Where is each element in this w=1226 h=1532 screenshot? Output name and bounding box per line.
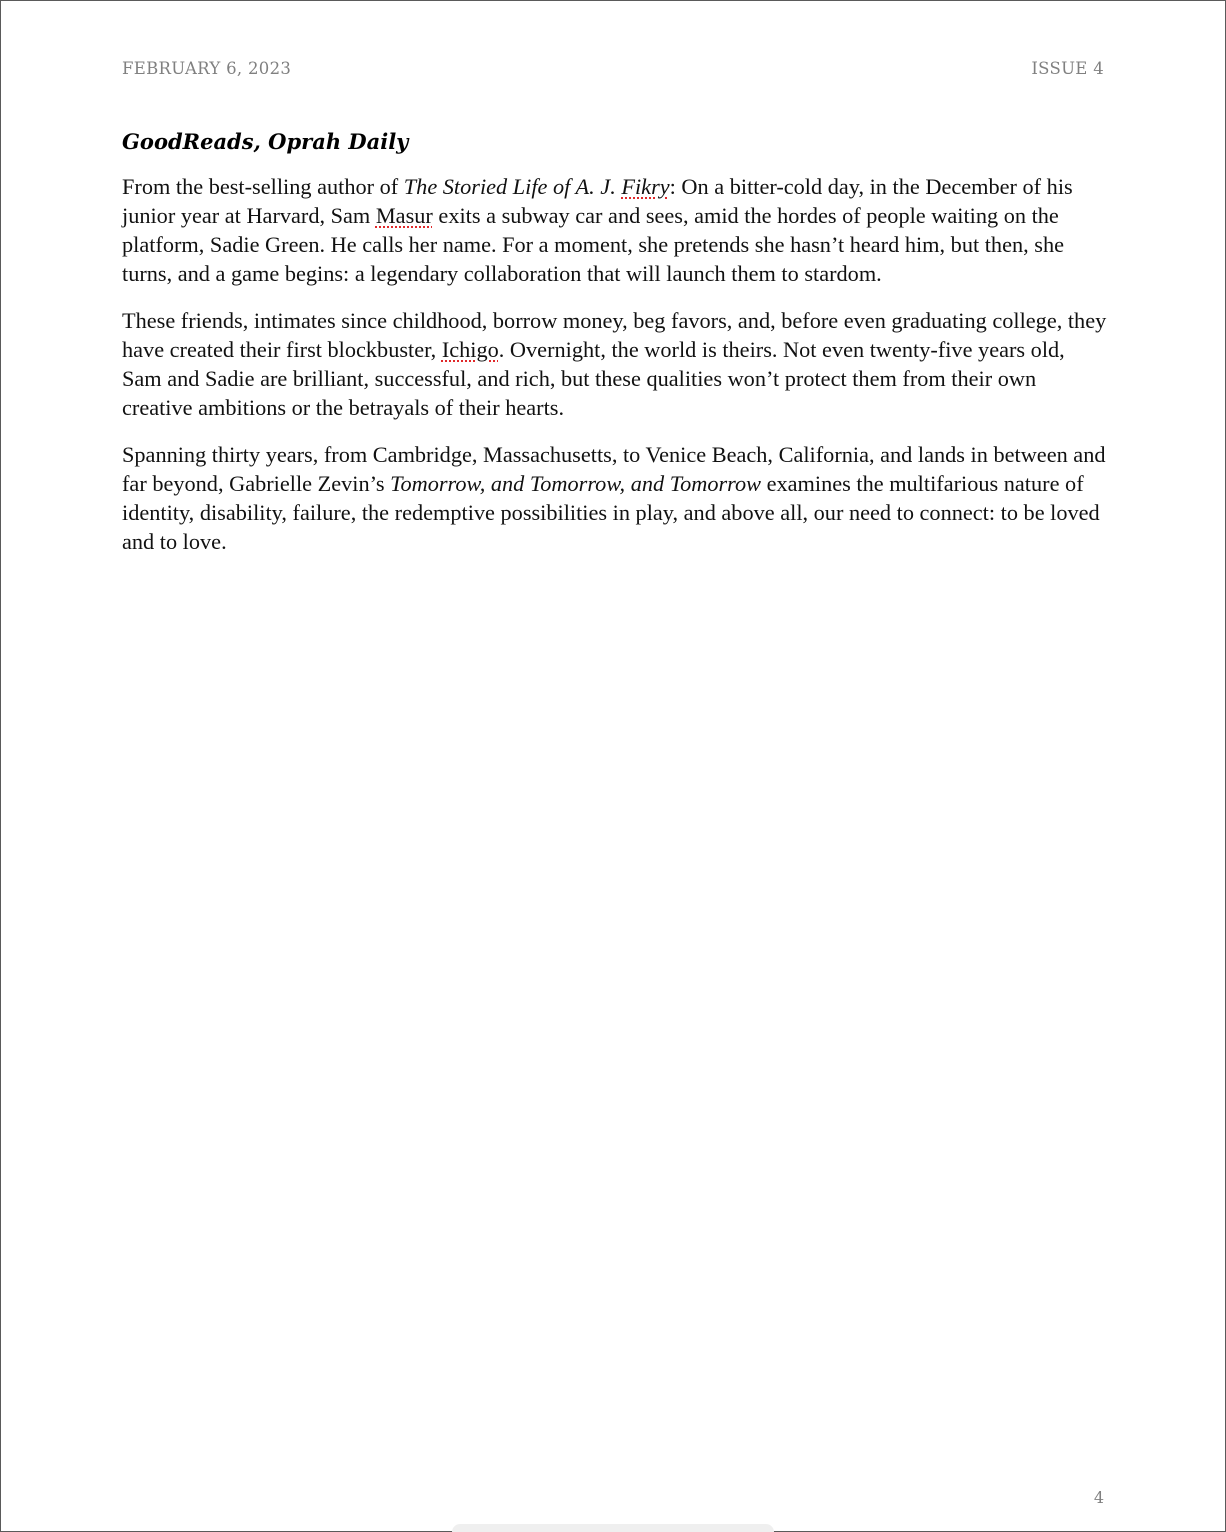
horizontal-scrollbar[interactable] bbox=[452, 1524, 774, 1532]
page-header bbox=[122, 59, 1104, 78]
paragraph-1-text-a: From the best-selling author of bbox=[122, 174, 404, 199]
paragraph-2-text-a: These friends, intimates since childhood, borrow money, beg favors, and, before even graduating college, they have created their first blockbuster, bbox=[122, 308, 1107, 362]
article-heading: GoodReads, Oprah Daily bbox=[122, 129, 409, 154]
header-issue: ISSUE 4 bbox=[1031, 59, 1104, 78]
misspelled-word-ichigo[interactable]: Ichigo bbox=[441, 337, 499, 362]
book-title-storied-life-main: The Storied Life of A. J. bbox=[403, 174, 622, 199]
paragraph-1 bbox=[122, 172, 1107, 288]
book-title-tomorrow: Tomorrow, and Tomorrow, and Tomorrow bbox=[390, 471, 762, 496]
paragraph-1-text-b: : On a bitter-cold day, in the December of his junior year at Harvard, Sam bbox=[122, 174, 1073, 228]
paragraph-3-text-a: Spanning thirty years, from Cambridge, Massachusetts, to Venice Beach, California, and lands in between and far beyond, Gabrielle Zevin’s bbox=[122, 442, 1106, 496]
paragraph-2-text-b: . Overnight, the world is theirs. Not even twenty-five years old, Sam and Sadie are brilliant, successful, and rich, but these qualities won’t protect them from their own creative ambitions or the betrayals of their hearts. bbox=[122, 337, 1065, 420]
paragraph-1-text-c: exits a subway car and sees, amid the hordes of people waiting on the platform, Sadie Green. He calls her name. For a moment, she pretends she hasn’t heard him, but then, she turns, and a game begins: a legendary collaboration that will launch them to stardom. bbox=[122, 203, 1064, 286]
header-date: FEBRUARY 6, 2023 bbox=[122, 59, 292, 78]
paragraph-3-text-b: examines the multifarious nature of identity, disability, failure, the redemptive possibilities in play, and above all, our need to connect: to be loved and to love. bbox=[122, 471, 1100, 554]
article-body[interactable] bbox=[122, 127, 1107, 574]
misspelled-word-masur[interactable]: Masur bbox=[375, 203, 433, 228]
paragraph-2 bbox=[122, 306, 1107, 422]
book-title-storied-life bbox=[404, 174, 670, 199]
paragraph-3 bbox=[122, 440, 1107, 556]
page-number: 4 bbox=[1093, 1488, 1104, 1507]
misspelled-word-fikry[interactable]: Fikry bbox=[621, 174, 670, 199]
